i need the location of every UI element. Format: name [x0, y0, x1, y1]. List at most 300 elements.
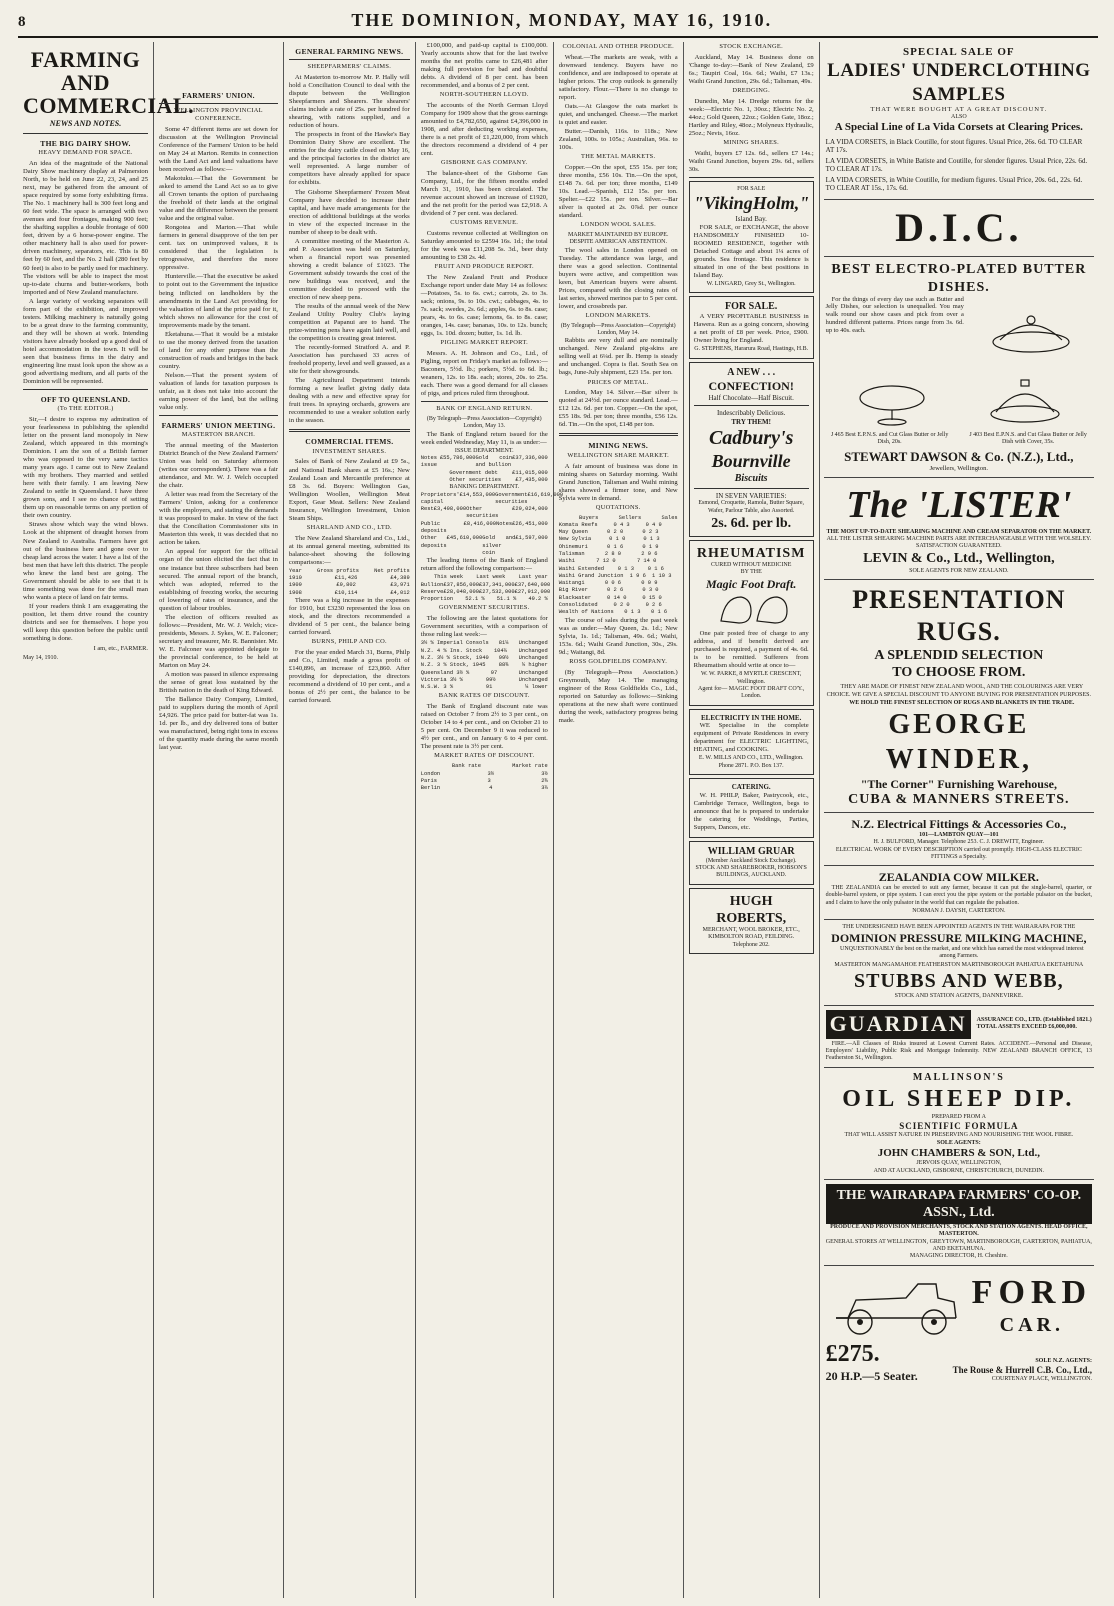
ad-title: BEST ELECTRO-PLATED BUTTER DISHES.: [831, 262, 1087, 295]
dominion-milking-ad: [824, 920, 1094, 1006]
column-ads: [820, 42, 1098, 1598]
article-subtitle: INVESTMENT SHARES.: [312, 447, 387, 455]
article-paragraph: Hunterville.—That the executive be asked to point out to the Government the injustice being inflicted on landholders by the amendments in the Land Act providing for the valuation of land at the price paid for it, which shows no allowance for the cost of improvements made by the tenant.: [159, 273, 278, 329]
article-paragraph: An idea of the magnitude of the National Dairy Show machinery display at Palmerston North, to be held on June 22, 23, 24, and 25 next, may be gathered from the amount of space required by some forty exhibiting firms. The No. 1 machinery hall is 300 feet long and 60 feet wide. The space is arranged with two avenues and four frontages, making 900 feet; the shafting supplies a double frontage of 600 feet, driven by a 6 horse-power engine. The other machinery hall is also used for power-driven machinery, separators, etc. This is 80 feet by 60 feet, and the No. 2 hall (280 feet by 60 feet) is also to be partly used for machinery. The visitors will be able to inspect the most up-to-date churns and butter-workers, both imported and of New Zealand manufacture.: [23, 160, 148, 296]
column-1: [18, 42, 195, 1598]
corset-line: LA VIDA CORSETS, in Black Coutille, for stout figures. Usual Price, 26s. 6d. TO CLEAR AT 17s.: [825, 137, 1083, 155]
ad-line: KIMBOLTON ROAD, FEILDING.: [708, 934, 795, 941]
table-cell: N.Z. 3½ % Stock, 1940: [420, 654, 489, 661]
article-paragraph: The results of the annual week of the New Zealand Utility Poultry Club's laying competition at Papanui are to hand. The prize-winning pens have again laid well, and the competition is creating great interest.: [288, 302, 410, 343]
table-cell: £3,971: [390, 582, 410, 589]
article-paragraph: A large variety of working separators will form part of the exhibition, and improved testers. Milking machinery is naturally going to be a great draw to the farming community, and they will be shown at work. Intending visitors have already booked up a good deal of hotel accommodation in the town. It will be seen that business firms in the dairy and engineering line must look upon the show as a good advertising medium, and all parts of the Dominion will be represented.: [23, 297, 148, 385]
table-cell: 1910: [288, 574, 302, 581]
ad-body: THE ZEALANDIA can be erected to suit any farmer, because it can put the single-barrel, quarter, or double-barrel system, or pipe system. I can erect you the pipe system or the portable pulsator on the bucket, and I claim to have the only pulsator in the world that can regulate the pulsation.: [825, 884, 1092, 906]
quotations-table: [559, 515, 678, 617]
table-cell: 49.2 %: [528, 596, 548, 603]
article-paragraph: There was a big increase in the expenses for 1910, but £3230 represented the loss on stock, and the directors recommended a dividend of 5 per cent., the balance being carried forward.: [288, 596, 410, 636]
ad-headline: THE WAIRARAPA FARMERS' CO-OP. ASSN., Ltd.: [826, 1184, 1092, 1224]
table-cell: 0 4 9: [645, 521, 662, 528]
article-subtitle: SHEEPFARMERS' CLAIMS.: [307, 63, 392, 71]
table-cell: £4,012: [390, 589, 410, 596]
article-paragraph: The balance-sheet of the Gisborne Gas Company, Ltd., for the fifteen months ended March 31, 1910, has been circulated. The revenue account showed an increase of £1920, and the net profit for the period was £2,918. A dividend of 7 per cent. was declared.: [420, 170, 548, 218]
article-title: FARMERS' UNION MEETING.: [161, 420, 276, 430]
table-cell: 0 1 3: [617, 565, 634, 572]
table-cell: Sellers: [618, 514, 642, 521]
table-cell: Komata Reefs: [558, 521, 598, 528]
table-cell: £1,597,000: [515, 535, 548, 542]
ad-line: Indescribably Delicious.: [716, 409, 786, 418]
dic-ad: [824, 200, 1094, 258]
table-cell: New Sylvia: [558, 536, 592, 543]
article-subtitle: MARKET MAINTAINED BY EUROPE.: [567, 232, 669, 239]
dateline: (By Telegraph—Press Association—Copyright) London, May 13.: [426, 416, 542, 430]
ad-agent: W. LINGARD, Grey St., Wellington.: [706, 280, 796, 287]
table-row: [421, 763, 548, 770]
table-cell: £27,532,000: [479, 588, 515, 595]
article-subtitle: GISBORNE GAS COMPANY.: [441, 159, 528, 167]
article-title: FARMERS' UNION.: [182, 91, 255, 100]
article-subtitle: MINING SHARES.: [723, 138, 780, 146]
corset-line: LA VIDA CORSETS, in White Batiste and Coutille, for slender figures. Usual Price, 22s. 6d. TO CLEAR AT 17s.: [825, 156, 1088, 174]
table-row: [559, 566, 678, 573]
table-row: [559, 587, 678, 594]
presentation-rugs-ad: [824, 580, 1094, 814]
table-cell: Last year: [518, 574, 548, 581]
corset-line: LA VIDA CORSETS, in White Coutille, for medium figures. Usual Price, 20s. 6d., 22s. 6d. TO CLEAR AT 15s., 17s. 6d.: [825, 175, 1083, 193]
table-cell: Reserve: [420, 588, 444, 595]
table-row: [559, 595, 678, 602]
ad-line: H. J. BULFORD, Manager. Telephone 253. C. J. DREWITT, Engineer.: [873, 839, 1045, 846]
article-paragraph: The leading items of the Bank of England return afford the following comparison:—: [420, 557, 548, 573]
table-cell: Year: [288, 567, 302, 574]
table-cell: Market rate: [512, 763, 548, 770]
article-paragraph: Waihi, buyers £7 12s. 6d., sellers £7 14s.; Waihi Grand Junction, buyers 29s. 6d., sellers 30s.: [688, 149, 814, 173]
table-cell: Unchanged: [518, 654, 548, 661]
table-cell: Other securities: [449, 476, 502, 483]
article-paragraph: A committee meeting of the Masterton A. and P. Association was held on Saturday, when a financial report was presented showing a credit balance of £1023. The Government subsidy towards the cost of the new buildings was received, and the committee decided to proceed with the erection of new sheep pens.: [288, 237, 410, 301]
table-cell: £26,451,000: [512, 520, 548, 527]
table-cell: Sales: [661, 514, 678, 521]
ad-headline: OIL SHEEP DIP.: [842, 1085, 1076, 1112]
ad-body: A VERY PROFITABLE BUSINESS in Hawera. Run as a going concern, showing a net profit of £8 per week. Price, £900. Owner living for England.: [693, 313, 809, 345]
ad-line: IN SEVEN VARIETIES:: [715, 491, 787, 500]
table-cell: Gross profits: [316, 567, 360, 574]
ad-line: PRODUCE AND PROVISION MERCHANTS, STOCK AND STATION AGENTS. HEAD OFFICE, MASTERTON.: [830, 1224, 1088, 1238]
table-cell: Victoria 3½ %: [420, 676, 463, 683]
ad-line: SOLE AGENTS FOR NEW ZEALAND.: [909, 567, 1009, 574]
table-row: [559, 609, 678, 616]
table-cell: Waihi: [558, 558, 575, 565]
article-subtitle: PIGLING MARKET REPORT.: [440, 339, 528, 347]
table-cell: £4,389: [390, 574, 410, 581]
article-paragraph: Rabbits are very dull and are nominally unchanged. New Zealand pig-skins are selling well at 6¼d. per lb. Hemp is steady and unchanged. Copra is flat. South Sea on bags, June-July shipment, £23 15s. per ton.: [558, 337, 678, 377]
table-cell: Berlin: [420, 785, 441, 792]
article-subtitle: HEAVY DEMAND FOR SPACE.: [38, 149, 133, 157]
table-cell: £37,336,000: [512, 455, 548, 462]
article-subtitle: LONDON MARKETS.: [585, 311, 651, 319]
article-paragraph: Some 47 different items are set down for discussion at the Wellington Provincial Conference of the Farmers' Union to be held on May 24 at Marton. Remits in connection with the Land Act and land valuations have been received as follows:—: [159, 125, 278, 174]
table-cell: Waihi Extended: [558, 565, 605, 572]
electricity-ad: [689, 709, 814, 775]
table-heading: BANKING DEPARTMENT.: [449, 484, 520, 491]
article-paragraph: The recently-formed Stratford A. and P. Association has purchased 33 acres of freehold property, level and well grassed, as a site for their showgrounds.: [288, 344, 410, 376]
ad-title: WILLIAM GRUAR: [707, 845, 795, 857]
table-cell: Notes: [495, 520, 513, 527]
table-row: [289, 590, 410, 597]
article-paragraph: The Agricultural Department intends forming a new leaflet giving daily data dealing with a new and effective spray for fruit trees. In spraying orchards, growers are recommended to use a weaker solution early in the season.: [288, 377, 410, 425]
table-row: [559, 515, 678, 522]
table-row: [421, 662, 548, 669]
article-paragraph: The accounts of the North German Lloyd Company for 1909 show that the gross earnings amounted to £4,782,650, against £4,396,000 in 1908, and after deducting working expenses, there is a net profit of £1,220,000, from which the directors recommend a dividend of 4 per cent.: [420, 102, 548, 158]
table-row: [420, 588, 551, 596]
sheep-dip-ad: [824, 1068, 1094, 1179]
table-row: [420, 581, 551, 589]
ad-body: For the things of every day use such as Butter and Jelly Dishes, our selection is unequalled. You may walk round our show cases and pick from over a hundred different patterns. Prices range from 3s. 6d. up to 40s. each.: [825, 295, 964, 334]
column-3: [284, 42, 416, 1598]
table-cell: 3½: [487, 770, 494, 777]
table-cell: £3,498,000: [433, 506, 467, 513]
table-row: [421, 477, 548, 484]
table-cell: 3: [487, 777, 491, 784]
article-paragraph: The Bank of England return issued for the week ended Wednesday, May 11, is as under:—: [420, 430, 548, 446]
article-title: GENERAL FARMING NEWS.: [295, 47, 404, 56]
article-subtitle: PRICES OF METAL.: [587, 378, 649, 386]
ad-line: ALSO: [951, 113, 967, 120]
ad-title: RHEUMATISM: [696, 545, 806, 561]
ad-company: LEVIN & Co., Ltd., Wellington,: [863, 551, 1055, 567]
table-cell: 99½: [485, 676, 496, 683]
hugh-roberts-ad: [689, 888, 814, 954]
article-paragraph: Wheat.—The markets are weak, with a downward tendency. Buyers have no confidence, and are indisposed to operate at higher prices. The crop outlook is generally satisfactory. Flour.—There is no change to report.: [558, 53, 678, 101]
table-cell: 0 2 3: [642, 529, 659, 536]
article-title: COMMERCIAL ITEMS.: [305, 437, 394, 447]
table-cell: Blackwater: [558, 594, 592, 601]
catering-ad: [689, 778, 814, 838]
table-cell: May Queen: [558, 529, 588, 536]
table-cell: Unchanged: [518, 676, 548, 683]
table-cell: 0 14 0: [607, 594, 627, 601]
article-paragraph: The election of officers resulted as follows:—President, Mr. W. J. Welch; vice-presidents, Messrs. J. Sykes, W. E. Falconer; secretary and treasurer, Mr. R. Bannister. Mr. W. E. Falconer was appointed delegate to the provincial conference, to be held at Marton on May 24.: [159, 613, 278, 669]
table-cell: 7 14 0: [636, 558, 657, 565]
table-cell: 3½: [541, 770, 548, 777]
ad-line: MASTERTON MANGAMAHOE FEATHERSTON MARTINBOROUGH PAHIATUA EKETAHUNA: [834, 961, 1084, 968]
ad-line: PREPARED FROM A: [931, 1113, 986, 1120]
nz-electrical-ad: [824, 813, 1094, 866]
article-paragraph: Customs revenue collected at Wellington on Saturday amounted to £2594 16s. 1d.; the total for the week was £11,208 5s. 3d., beer duty amounting to £38 2s. 4d.: [420, 230, 548, 262]
table-row: [421, 470, 548, 477]
table-cell: £29,024,000: [512, 506, 548, 513]
article-paragraph: The prospects in front of the Hawke's Bay Dominion Dairy Show are excellent. The entries for the dairy cattle closed on May 16, and the principal factories in the district are well represented. A large number of competitors have already applied for space for exhibits.: [288, 131, 410, 187]
ad-title: FOR SALE.: [725, 301, 778, 313]
ad-line: (Member Auckland Stock Exchange).: [705, 857, 797, 864]
wairarapa-ad: [824, 1180, 1094, 1266]
article-paragraph: (By Telegraph—Press Association.) Greymouth, May 14. The managing engineer of the Ross Goldfields Co., Ltd., reported on Saturday as follows:—Sinking operations at the new shaft were continued during the week, satisfactory progress being made.: [558, 668, 678, 724]
table-row: [421, 455, 548, 470]
ad-label: FOR SALE: [737, 185, 766, 192]
article-paragraph: Straws show which way the wind blows. Look at the shipment of draught horses from New Zealand to Australia. Farmers have got out of the business here and gone over to cheap land across the water. I have a list of the best men that have left this district. The people who knew the land best are going. The Government should be able to see that it is time something was done for the small man who wants a piece of land on fair terms.: [23, 521, 148, 601]
table-cell: Net profits: [374, 567, 410, 574]
table-cell: 51.1 %: [496, 596, 517, 603]
table-cell: 0 3 0: [642, 587, 659, 594]
ad-body: THEY ARE MADE OF FINEST NEW ZEALAND WOOL, AND THE COLOURINGS ARE VERY CHOICE. WE GIVE A SPECIAL DISCOUNT TO ANYONE BUYING FOR PRESENTATION PURPOSES.: [826, 684, 1092, 698]
table-cell: £8,416,000: [463, 520, 496, 527]
foot-draft-icon: [711, 591, 791, 627]
ad-line: 20 H.P.—5 Seater.: [825, 1368, 918, 1383]
table-cell: Other deposits: [420, 535, 447, 549]
table-cell: 0 15 0: [642, 594, 662, 601]
ad-price: £275.: [825, 1340, 880, 1367]
article-subtitle: BURNS, PHILP AND CO.: [311, 638, 387, 645]
cadbury-ad: [689, 362, 814, 537]
ad-line: SCIENTIFIC FORMULA: [899, 1121, 1019, 1132]
ad-line: TO CHOOSE FROM.: [892, 665, 1026, 681]
table-cell: 0 2 0: [607, 529, 624, 536]
table-row: [421, 596, 548, 603]
table-cell: 0 1 3: [624, 609, 641, 616]
article-paragraph: Oats.—At Glasgow the oats market is quiet, and unchanged. Cheese.—The market is quiet and easier.: [558, 103, 678, 127]
article-subtitle: NORTH-SOUTHERN LLOYD.: [439, 91, 529, 99]
table-cell: Government securities: [495, 491, 528, 505]
boe-banking-table: [420, 491, 564, 558]
article-paragraph: Messrs. A. H. Johnson and Co., Ltd., of Pigling, report on Friday's market as follows:—Baconers, 5½d. lb.; porkers, 5½d. to 6d. lb.; weaners, 12s. to 18s. each; stores, 20s. to 25s. each. There was a good demand for all classes of pigs, and prices ruled firm throughout.: [420, 350, 548, 398]
ad-title: DOMINION PRESSURE MILKING MACHINE,: [831, 931, 1087, 946]
article-paragraph: An appeal for support for the official organ of the union elicited the fact that in one instance but three subscribers had been secured. The annual report of the branch, which was adopted, referred to the establishing of freezing works, the securing of lowering of rates of insurance, and the question of labour troubles.: [159, 548, 278, 612]
columns: [18, 42, 1098, 1598]
table-cell: Paris: [420, 777, 437, 784]
ad-line: STOCK AND SHAREBROKER, HOBSON'S BUILDINGS, AUCKLAND.: [695, 865, 807, 879]
rheumatism-ad: [689, 540, 814, 706]
ad-line: A NEW . . .: [727, 366, 776, 378]
ad-line: Jewellers, Wellington.: [929, 465, 989, 473]
ad-line: MALLINSON'S: [912, 1072, 1005, 1084]
table-cell: Wealth of Nations: [558, 609, 614, 616]
article-paragraph: The Ballance Dairy Company, Limited, paid to suppliers during the month of April £4,926. The price paid for butter-fat was 1s. 1d. per lb., and dry delivered tons of butter was manufactured, being right tons in excess of the quantity made during the same month last year.: [159, 696, 278, 752]
table-cell: N.Z. 3 % Stock, 1945: [420, 662, 486, 669]
table-cell: 0 0 6: [604, 580, 622, 587]
article-paragraph: The New Zealand Fruit and Produce Exchange report under date May 14 as follows:—Potatoes, 5s. to 6s. cwt.; carrots, 2s. to 3s. sack; onions, 9s. to 10s. cwt.; cabbages, 4s. to 7s. sack; swedes, 2s. 6d.; apples, 6s. to 8s. case; pears, 4s. to 6s. case; lemons, 6s. to 8s. case; oranges, 14s. case; bananas, 10s. to 12s. bunch; eggs, 1s. 10d. dozen; butter, 1s. 1d. lb.: [420, 273, 548, 338]
ad-line: MERCHANT, WOOL BROKER, ETC.,: [702, 926, 800, 933]
table-row: [559, 522, 678, 529]
table-cell: Gold coin and bullion: [475, 455, 513, 469]
table-cell: 3½ % Imperial Consols: [420, 640, 489, 647]
ad-agent: Agent for— MAGIC FOOT DRAFT CO'Y., London.: [698, 686, 805, 700]
table-cell: 91: [485, 684, 493, 691]
article-subtitle: FRUIT AND PRODUCE REPORT.: [434, 263, 534, 271]
ad-agent: W. W. PARKE, 8 MYRTLE CRESCENT, Wellington.: [701, 671, 802, 685]
article-paragraph: Eketahuna.—That it would be a mistake to use the money derived from the taxation of land for any other purpose than the construction of roads and bridges in the back country.: [159, 330, 278, 370]
ad-line: THE MOST UP-TO-DATE SHEARING MACHINE AND CREAM SEPARATOR ON THE MARKET.: [826, 528, 1092, 535]
special-sale-ad: [824, 42, 1094, 200]
article-subtitle: MASTERTON BRANCH.: [181, 431, 256, 439]
boe-issue-table: [421, 455, 548, 484]
table-cell: ¼ lower: [525, 684, 548, 691]
gov-securities-table: [421, 640, 548, 691]
ad-company: STEWART DAWSON & Co. (N.Z.), Ltd.,: [844, 449, 1074, 465]
table-cell: 97: [490, 669, 498, 676]
table-cell: 0 1 0: [609, 536, 626, 543]
table-row: [421, 785, 548, 792]
letter-date: May 14, 1910.: [23, 654, 58, 661]
page-number: 8: [18, 14, 26, 30]
ad-line: MANAGING DIRECTOR, H. Cheshire.: [909, 1253, 1008, 1260]
table-cell: Unchanged: [518, 647, 548, 654]
table-cell: Consolidated: [558, 602, 598, 609]
ad-line: CUBA & MANNERS STREETS.: [848, 792, 1070, 808]
article-paragraph: A motion was passed in silence expressing the sense of great loss sustained by the British nation in the death of King Edward.: [159, 670, 278, 694]
table-cell: 0 1 6: [607, 543, 624, 550]
dish-caption: J 465 Best E.P.N.S. and Cut Glass Butter or Jelly Dish, 20s.: [830, 431, 949, 445]
ad-line: CAR.: [999, 1314, 1064, 1337]
table-cell: £10,114: [334, 589, 358, 596]
table-cell: 1909: [288, 582, 302, 589]
table-row: [421, 535, 548, 557]
table-cell: This week: [433, 574, 464, 581]
ad-body: W. H. PHILP, Baker, Pastrycook, etc., Cambridge Terrace, Wellington, begs to announce that he is prepared to undertake the catering for Weddings, Parties, Suppers, Dances, etc.: [693, 791, 809, 831]
article-paragraph: The annual meeting of the Masterton District Branch of the New Zealand Farmers' Union was held on Saturday afternoon (writes our correspondent). There was a fair attendance, and Mr. W. J. Welch occupied the chair.: [159, 442, 278, 490]
viking-holm-ad: [689, 181, 814, 293]
table-cell: £37,640,000: [514, 581, 551, 588]
lister-ad: [824, 478, 1094, 580]
article-title: MINING NEWS.: [588, 441, 649, 451]
article-paragraph: A fair amount of business was done in mining shares on Saturday morning. Waihi Grand Junction, Talisman and Waihi mining shares showed a firmer tone, and New Sylvia were in demand.: [558, 462, 678, 502]
table-row: [421, 521, 548, 536]
table-cell: Bullion: [420, 581, 444, 588]
table-row: [559, 573, 678, 580]
ad-company: STUBBS AND WEBB,: [854, 970, 1064, 993]
for-sale-ad: [689, 296, 814, 359]
table-row: [421, 677, 548, 684]
article-title: OFF TO QUEENSLAND.: [40, 394, 131, 404]
section-heading: FARMING AND COMMERCIAL.: [23, 47, 195, 119]
table-cell: £27,912,000: [514, 588, 551, 595]
table-cell: Unchanged: [518, 640, 548, 647]
table-cell: 0 4 3: [613, 521, 630, 528]
article-subtitle: MARKET RATES OF DISCOUNT.: [434, 752, 535, 760]
table-cell: Talisman: [558, 550, 585, 557]
article-paragraph: At Masterton to-morrow Mr. P. Hally will hold a Conciliation Council to deal with the dispute between the Wellington Sheepfarmers and Shearers. The shearers' claims include a rate of 25s. per hundred for shearing, with rations supplied, and a reduction of hours.: [288, 74, 410, 130]
ad-title: SPECIAL SALE OF: [903, 46, 1015, 58]
guardian-ad: [824, 1006, 1094, 1069]
ad-line: AND AT AUCKLAND, GISBORNE, CHRISTCHURCH, DUNEDIN.: [873, 1167, 1045, 1174]
ad-line: "The Corner" Furnishing Warehouse,: [860, 776, 1057, 791]
ad-line: Half Chocolate—Half Biscuit.: [708, 393, 794, 402]
column-2: [154, 42, 284, 1598]
ad-line: SOLE AGENTS:: [936, 1139, 981, 1146]
table-cell: 0 0 9: [641, 580, 658, 587]
table-row: [421, 574, 548, 581]
ad-line: COURTENAY PLACE, WELLINGTON.: [991, 1376, 1092, 1383]
article-subtitle: DESPITE AMERICAN ABSTENTION.: [569, 239, 667, 246]
article-paragraph: Rongotea and Marton.—That while farmers in general disapprove of the ten per cent. tax on unimproved values, it is considered that the legislation is retrogressive, and therefore the more oppressive.: [159, 224, 278, 272]
table-cell: Proprietors' capital: [420, 491, 460, 505]
table-row: [420, 491, 564, 507]
ad-body: One pair posted free of charge to any address, and if benefit derived are purchased is required, a payment of 4s. 6d. is to be remitted. Sufferers from Rheumatism should write at once to—: [693, 630, 809, 670]
table-cell: £16,619,000: [527, 491, 564, 498]
table-row: [289, 568, 410, 575]
table-cell: Last week: [476, 574, 506, 581]
article-subtitle: DREDGING.: [732, 86, 770, 94]
ad-line: THAT WERE BOUGHT AT A GREAT DISCOUNT.: [870, 105, 1048, 113]
ad-line: THAT WILL ASSIST NATURE IN PRESERVING AND NOURISHING THE WOOL FIBRE.: [844, 1132, 1074, 1139]
article-subtitle: GOVERNMENT SECURITIES.: [438, 604, 530, 612]
ad-line: CONFECTION!: [708, 378, 794, 393]
ad-body: WE HOLD THE FINEST SELECTION OF RUGS AND BLANKETS IN THE TRADE.: [849, 700, 1075, 707]
shareland-table: [289, 568, 410, 597]
article-subtitle: WELLINGTON SHARE MARKET.: [567, 451, 669, 459]
article-subtitle: BANK OF ENGLAND RETURN.: [436, 405, 533, 413]
table-cell: £11,015,000: [512, 469, 548, 476]
table-row: [559, 551, 678, 558]
article-subtitle: COLONIAL AND OTHER PRODUCE.: [562, 43, 674, 50]
ad-headline: LADIES' UNDERCLOTHING SAMPLES: [827, 60, 1091, 105]
table-cell: £7,435,000: [515, 476, 548, 483]
article-subtitle: ROSS GOLDFIELDS COMPANY.: [569, 657, 668, 665]
article-subtitle: BANK RATES OF DISCOUNT.: [438, 692, 530, 700]
table-cell: 4: [489, 785, 493, 792]
table-cell: 7 12 0: [596, 558, 616, 565]
article-paragraph: The course of sales during the past week was as under:—May Queen, 2s. 1d.; New Sylvia, 1s. 1d.; Talisman, 49s. 6d.; Waihi, 153s. 6d.; Waihi Grand Junction, 30s., 29s. 9d.; Waitangi, 8d.: [558, 616, 678, 656]
table-cell: £37,856,000: [443, 581, 479, 588]
article-subtitle: SHARLAND AND CO., LTD.: [306, 523, 392, 531]
table-cell: Government debt: [449, 469, 498, 476]
ad-line: Magic Foot Draft.: [706, 576, 797, 591]
article-paragraph: Sir,—I desire to express my admiration of your fearlessness in publishing the splendid letter on the present land monopoly in New Zealand, which appeared in this morning's Dominion. I am the son of a British farmer who was opposed to the very same tactics many years ago. I came out to New Zealand with my brothers. They married and settled here with their family. I am leaving New Zealand to settle in Queensland. I have three grown sons, and I see no chance of setting them up on reasonable terms on any portion of their own country.: [23, 416, 148, 520]
article-subtitle: CUSTOMS REVENUE.: [450, 219, 519, 227]
table-cell: Other securities: [466, 506, 499, 520]
table-cell: 0 1 3: [643, 536, 660, 543]
ad-title: HUGH ROBERTS,: [716, 893, 787, 926]
ford-car-icon: [826, 1270, 966, 1340]
article-subtitle: QUOTATIONS.: [595, 503, 641, 511]
table-cell: 81¼: [498, 640, 509, 647]
bournville-logo: Bournville: [711, 450, 791, 471]
table-row: [421, 640, 548, 647]
table-cell: 2 9 6: [641, 550, 658, 557]
letter-signature: I am, etc., FARMER.: [93, 644, 148, 652]
table-row: [421, 506, 548, 521]
table-row: [421, 655, 548, 662]
table-cell: Queensland 3½ %: [420, 669, 470, 676]
article-paragraph: The following are the latest quotations for Government securities, with a comparison of those ruling last week:—: [420, 615, 548, 639]
dish-caption: J 403 Best E.P.N.S. and Cut Glass Butter or Jelly Dish with Cover, 35s.: [969, 431, 1087, 445]
table-cell: £14,553,000: [459, 491, 496, 498]
article-title: THE BIG DAIRY SHOW.: [40, 139, 131, 149]
table-cell: £28,048,000: [443, 588, 479, 595]
ad-line: ASSURANCE CO., LTD. (Established 1821.) TOTAL ASSETS EXCEED £6,000,000.: [976, 1016, 1092, 1031]
table-row: [421, 648, 548, 655]
covered-dish-icon: [980, 368, 1070, 428]
article-paragraph: Sales of Bank of New Zealand at £9 5s., and National Bank shares at £5 16s.; New Zealand Loan and Mercantile preference at £8 3s. 6d. Buyers: Wellington Gas, Wellington Woollen, Wellington Meat Export, Gear Meat. Sellers: New Zealand Insurance, Wellington Investment, Union Steam Ships.: [288, 458, 410, 522]
table-cell: Proportion: [420, 596, 454, 603]
ad-body: FIRE.—All Classes of Risks insured at Lowest Current Rates. ACCIDENT.—Personal and Disease, Employers' Liability, Public Risk and Mortgage Indemnity. NEW ZEALAND BRANCH OFFICE, 13 Featherston St., Wellington.: [825, 1040, 1092, 1062]
table-cell: Buyers: [578, 514, 599, 521]
lister-logo: The 'LISTER': [846, 484, 1072, 527]
ad-body: UNQUESTIONABLY the best on the market, and one which has earned the most widespread interest among Farmers.: [840, 946, 1084, 960]
table-cell: Gold and silver coin: [482, 535, 516, 556]
table-cell: 104¼: [493, 647, 507, 654]
article-paragraph: The wool sales in London opened on Tuesday. The attendance was large, and there was a good selection. Continental buyers were active, and competition was keen, but American buyers were absent. Prices, compared with the closing rates of last series, showed merinos par to 5 per cent. lower, and crossbreds par.: [558, 246, 678, 310]
table-cell: Ohinemuri: [558, 543, 588, 550]
article-paragraph: The New Zealand Shareland and Co., Ltd., at its annual general meeting, submitted its balance-sheet showing the following comparisons:—: [288, 534, 410, 566]
article-paragraph: London, May 14. Silver.—Bar silver is quoted at 24½d. per ounce standard. Lead.—£12 12s. 6d. per ton. Copper.—On the spot, £55 18s. 9d. per ton; three months, £56 12s. 6d. Tin.—On the spot, £148 per ton.: [558, 389, 678, 429]
table-cell: 1908: [288, 589, 302, 596]
table-cell: 52.1 %: [465, 596, 485, 603]
article-paragraph: Nelson.—That the present system of valuation of lands for taxation purposes is unfair, as it does not take into account the earning power of the land, but the selling value only.: [159, 371, 278, 411]
table-cell: 2 8 0: [604, 550, 622, 557]
table-cell: Waitangi: [558, 580, 585, 587]
ad-line: Biscuits: [734, 472, 768, 484]
table-cell: Rest: [420, 506, 434, 513]
